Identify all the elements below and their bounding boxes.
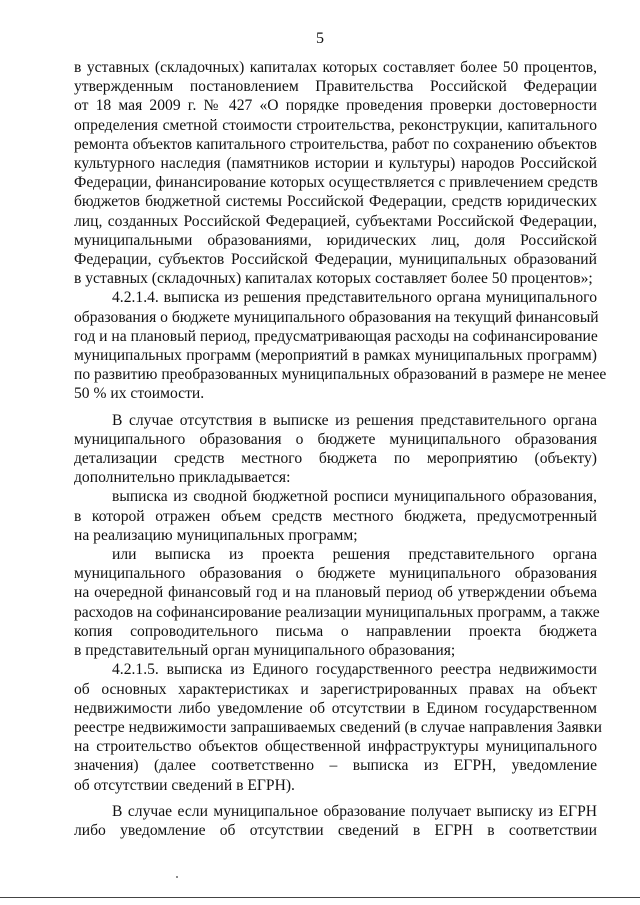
text-line: ремонта объектов капитального строительства, работ по сохранению объектов bbox=[74, 135, 597, 153]
text-line: на строительство объектов общественной инфраструктуры муниципального bbox=[74, 738, 597, 756]
text-line: В случае если муниципальное образование получает выписку из ЕГРН bbox=[112, 802, 597, 820]
text-line: в уставных (складочных) капиталах которых составляет более 50 процентов, bbox=[74, 59, 597, 76]
text-line: недвижимости либо уведомление об отсутствии в Едином государственном bbox=[74, 699, 597, 717]
text-line: муниципального образования о бюджете муниципального образования bbox=[74, 565, 597, 583]
text-line: реестре недвижимости запрашиваемых сведений (в случае направления Заявки bbox=[74, 718, 602, 736]
document-body bbox=[74, 58, 607, 840]
text-line: на очередной финансовый год и на плановый период об утверждении объема bbox=[74, 584, 597, 602]
text-line: год и на плановый период, предусматривающая расходы на софинансирование bbox=[74, 327, 598, 345]
text-line: образования о бюджете муниципального образования на текущий финансовый bbox=[74, 308, 599, 326]
text-line: выписка из сводной бюджетной росписи муниципального образования, bbox=[112, 488, 597, 506]
text-line: от 18 мая 2009 г. № 427 «О порядке проведения проверки достоверности bbox=[74, 97, 597, 115]
text-line: в уставных (складочных) капиталах которых составляет более 50 процентов»; bbox=[74, 270, 593, 288]
text-line: на реализацию муниципальных программ; bbox=[74, 526, 358, 544]
scan-speck bbox=[176, 876, 178, 878]
text-line: по развитию преобразованных муниципальных образований в размере не менее bbox=[74, 366, 607, 384]
text-line: в которой отражен объем средств местного бюджета, предусмотренный bbox=[74, 507, 597, 525]
text-line: детализации средств местного бюджета по мероприятию (объекту) bbox=[74, 450, 597, 468]
text-line: муниципального образования о бюджете муниципального образования bbox=[74, 430, 597, 448]
text-line: Федерации, субъектов Российской Федерации, муниципальных образований bbox=[74, 251, 597, 269]
page-bottom-edge bbox=[0, 897, 640, 898]
page-number: 5 bbox=[316, 30, 324, 47]
text-line: расходов на софинансирование реализации муниципальных программ, а также bbox=[74, 603, 600, 621]
text-line: значения) (далее соответственно – выписка из ЕГРН, уведомление bbox=[74, 757, 597, 775]
text-line: копия сопроводительного письма о направлении проекта бюджета bbox=[74, 622, 597, 640]
text-line: 4.2.1.5. выписка из Единого государственного реестра недвижимости bbox=[112, 661, 597, 679]
text-line: лиц, созданных Российской Федерацией, субъектами Российской Федерации, bbox=[74, 212, 597, 230]
text-line: об основных характеристиках и зарегистрированных правах на объект bbox=[74, 680, 597, 698]
text-line: Федерации, финансирование которых осуществляется с привлечением средств bbox=[74, 174, 598, 192]
text-line: муниципальными образованиями, юридических лиц, доля Российской bbox=[74, 231, 597, 249]
text-line: об отсутствии сведений в ЕГРН). bbox=[74, 776, 295, 794]
text-line: 50 % их стоимости. bbox=[74, 385, 205, 403]
text-line: утвержденным постановлением Правительства Российской Федерации bbox=[74, 78, 597, 96]
text-line: бюджетов бюджетной системы Российской Федерации, средств юридических bbox=[74, 193, 597, 211]
text-line: 4.2.1.4. выписка из решения представительного органа муниципального bbox=[112, 289, 597, 307]
text-line: либо уведомление об отсутствии сведений в ЕГРН в соответствии bbox=[74, 821, 597, 839]
text-line: культурного наследия (памятников истории и культуры) народов Российской bbox=[74, 155, 597, 173]
text-line: муниципальных программ (мероприятий в рамках муниципальных программ) bbox=[74, 347, 597, 365]
text-line: в представительный орган муниципального образования; bbox=[74, 642, 456, 660]
text-line: В случае отсутствия в выписке из решения представительного органа bbox=[112, 411, 597, 429]
text-line: дополнительно прикладывается: bbox=[74, 469, 291, 487]
text-line: или выписка из проекта решения представительного органа bbox=[112, 546, 597, 564]
text-line: определения сметной стоимости строительства, реконструкции, капитального bbox=[74, 116, 597, 134]
